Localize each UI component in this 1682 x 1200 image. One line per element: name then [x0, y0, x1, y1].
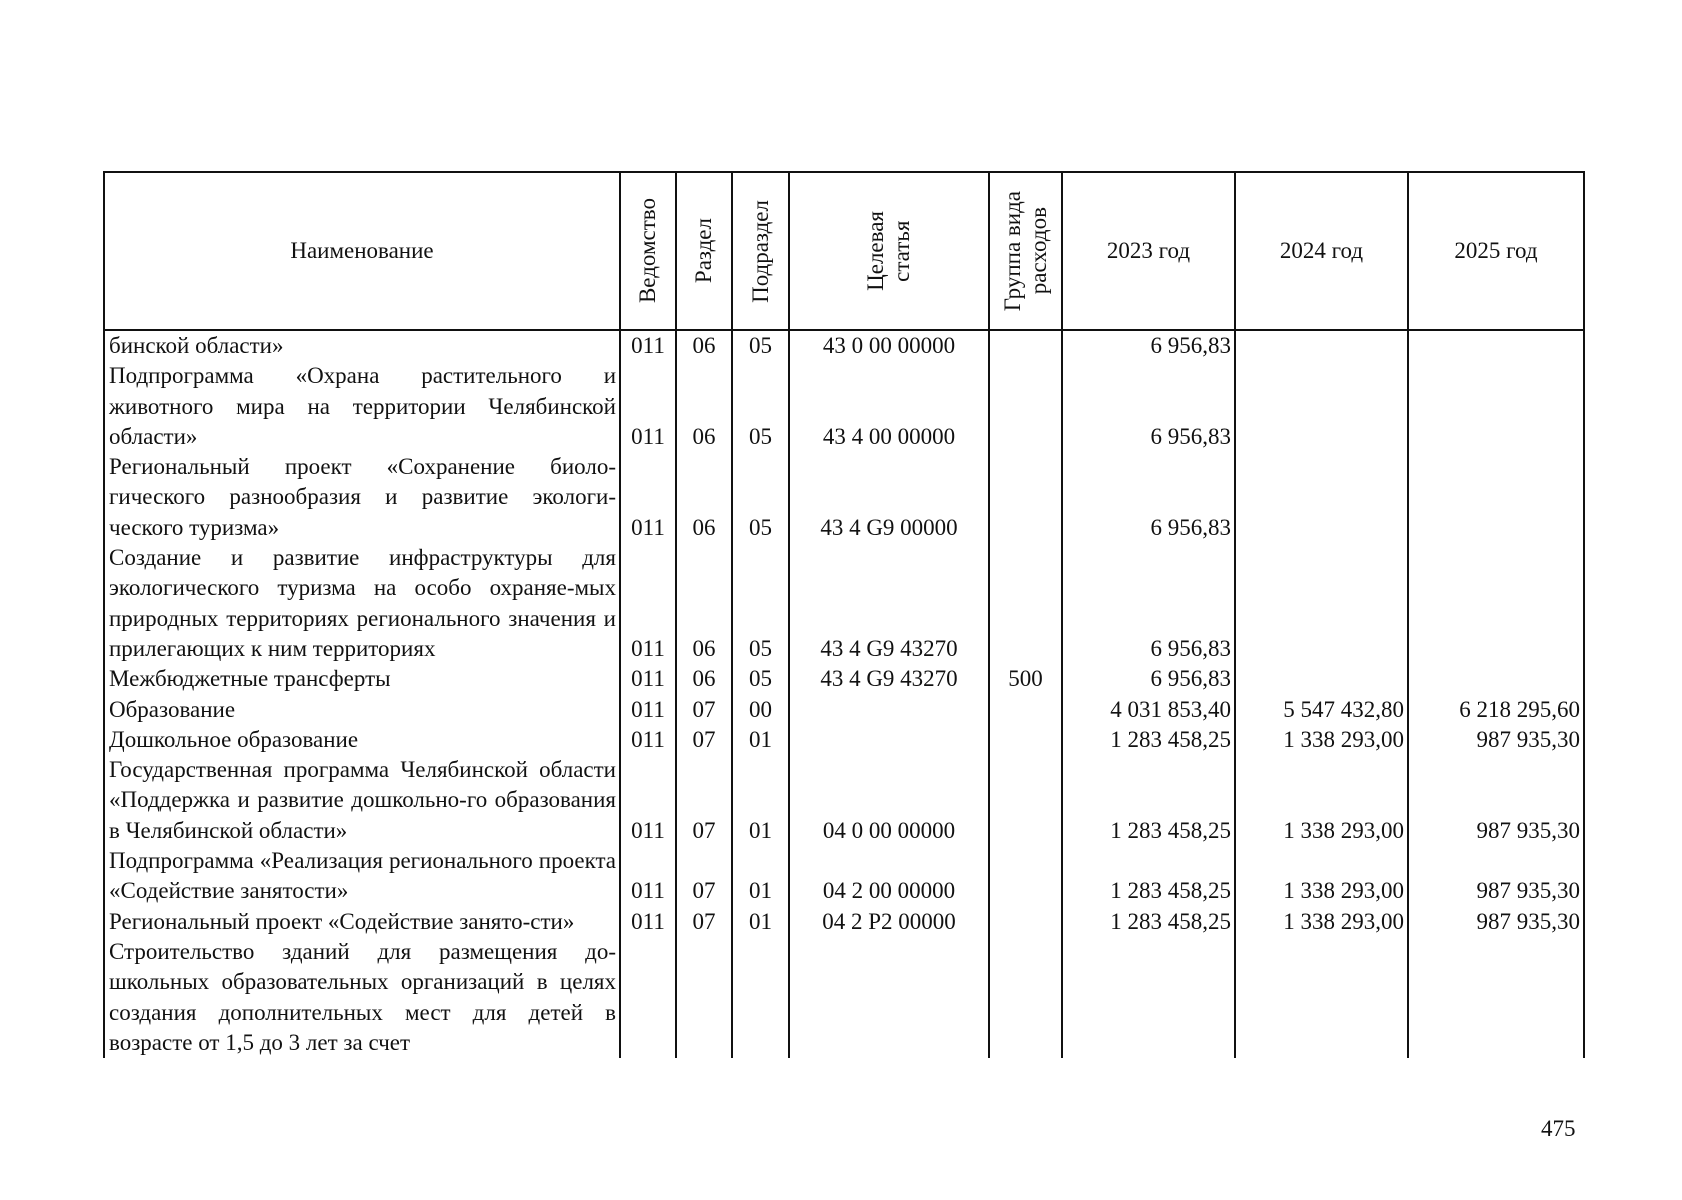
cell-section: 07: [676, 907, 732, 937]
cell-y2024: 5 547 432,80: [1235, 695, 1408, 725]
cell-exp: [989, 695, 1062, 725]
cell-y2025: 987 935,30: [1408, 755, 1584, 846]
cell-y2025: [1408, 330, 1584, 361]
table-row: [104, 330, 1584, 361]
header-2025: 2025 год: [1408, 172, 1584, 330]
cell-y2024: [1235, 937, 1408, 1058]
cell-subsection: 01: [732, 755, 789, 846]
header-exp-line2: расходов: [1025, 207, 1051, 295]
header-exp: [989, 172, 1062, 330]
header-target-label: [863, 211, 915, 291]
table-row: [104, 664, 1584, 694]
header-row: [104, 172, 1584, 330]
cell-dept: 011: [620, 452, 676, 543]
header-target: [789, 172, 989, 330]
cell-exp: [989, 846, 1062, 907]
cell-dept: 011: [620, 907, 676, 937]
cell-dept: 011: [620, 725, 676, 755]
header-section-label: Раздел: [691, 218, 716, 284]
cell-subsection: 01: [732, 907, 789, 937]
cell-y2023: 6 956,83: [1062, 664, 1235, 694]
cell-name: Создание и развитие инфраструктуры для экологического туризма на особо охраняе-мых природных территориях регионального значения и прилегающих к ним территориях: [104, 543, 620, 664]
cell-name: бинской области»: [104, 330, 620, 361]
cell-y2024: [1235, 664, 1408, 694]
cell-target: 43 0 00 00000: [789, 330, 989, 361]
cell-section: 07: [676, 846, 732, 907]
table-row: [104, 452, 1584, 543]
table-row: [104, 846, 1584, 907]
cell-dept: 011: [620, 361, 676, 452]
cell-subsection: 05: [732, 330, 789, 361]
cell-subsection: 01: [732, 725, 789, 755]
cell-y2023: 1 283 458,25: [1062, 907, 1235, 937]
cell-target: 43 4 G9 00000: [789, 452, 989, 543]
cell-section: 07: [676, 695, 732, 725]
header-subsection-label: Подраздел: [747, 199, 773, 303]
cell-y2025: 987 935,30: [1408, 907, 1584, 937]
cell-name: Строительство зданий для размещения до-школьных образовательных организаций в целях создания дополнительных мест для детей в возрасте от 1,5 до 3 лет за счет: [104, 937, 620, 1058]
table-row: [104, 907, 1584, 937]
page-number: 475: [1541, 1116, 1576, 1141]
cell-y2023: 6 956,83: [1062, 330, 1235, 361]
cell-y2024: [1235, 452, 1408, 543]
header-section: [676, 172, 732, 330]
cell-dept: 011: [620, 543, 676, 664]
table-header: [104, 172, 1584, 330]
cell-name: Региональный проект «Содействие занято-сти»: [104, 907, 620, 937]
header-2024: 2024 год: [1235, 172, 1408, 330]
header-target-line1: Целевая: [863, 211, 888, 291]
cell-exp: [989, 361, 1062, 452]
cell-dept: 011: [620, 695, 676, 725]
table-row: [104, 361, 1584, 452]
cell-y2023: 6 956,83: [1062, 361, 1235, 452]
cell-name: Региональный проект «Сохранение биоло-гического разнообразия и развитие экологи-ческого туризма»: [104, 452, 620, 543]
cell-y2023: [1062, 937, 1235, 1058]
cell-name: Подпрограмма «Реализация регионального проекта «Содействие занятости»: [104, 846, 620, 907]
cell-y2023: 6 956,83: [1062, 452, 1235, 543]
cell-y2025: [1408, 937, 1584, 1058]
cell-exp: [989, 543, 1062, 664]
cell-target: 04 2 00 00000: [789, 846, 989, 907]
cell-exp: [989, 452, 1062, 543]
cell-name: Образование: [104, 695, 620, 725]
cell-exp: [989, 725, 1062, 755]
cell-target: 43 4 G9 43270: [789, 664, 989, 694]
cell-y2025: [1408, 452, 1584, 543]
cell-section: 06: [676, 452, 732, 543]
cell-target: [789, 937, 989, 1058]
cell-section: 06: [676, 361, 732, 452]
cell-y2025: 987 935,30: [1408, 725, 1584, 755]
cell-y2023: 1 283 458,25: [1062, 846, 1235, 907]
cell-target: 43 4 G9 43270: [789, 543, 989, 664]
table-row: [104, 695, 1584, 725]
cell-y2024: [1235, 361, 1408, 452]
cell-subsection: [732, 937, 789, 1058]
cell-exp: 500: [989, 664, 1062, 694]
cell-name: Государственная программа Челябинской области «Поддержка и развитие дошкольно-го образования в Челябинской области»: [104, 755, 620, 846]
header-subsection: [732, 172, 789, 330]
cell-exp: [989, 937, 1062, 1058]
header-exp-label: [1000, 191, 1052, 311]
cell-y2024: 1 338 293,00: [1235, 907, 1408, 937]
cell-dept: 011: [620, 755, 676, 846]
header-2023: 2023 год: [1062, 172, 1235, 330]
cell-target: 43 4 00 00000: [789, 361, 989, 452]
header-exp-line1: Группа вида: [999, 190, 1025, 312]
cell-dept: 011: [620, 846, 676, 907]
cell-section: 06: [676, 664, 732, 694]
header-target-line2: статья: [889, 220, 914, 282]
cell-y2025: 6 218 295,60: [1408, 695, 1584, 725]
cell-exp: [989, 330, 1062, 361]
cell-y2024: 1 338 293,00: [1235, 846, 1408, 907]
cell-target: [789, 725, 989, 755]
cell-target: [789, 695, 989, 725]
cell-exp: [989, 755, 1062, 846]
cell-subsection: 05: [732, 664, 789, 694]
cell-y2023: 6 956,83: [1062, 543, 1235, 664]
cell-name: Межбюджетные трансферты: [104, 664, 620, 694]
header-dept-label: Ведомство: [635, 198, 660, 304]
table-row: [104, 725, 1584, 755]
cell-section: [676, 937, 732, 1058]
cell-exp: [989, 907, 1062, 937]
cell-dept: [620, 937, 676, 1058]
cell-y2024: 1 338 293,00: [1235, 725, 1408, 755]
header-name: Наименование: [104, 172, 620, 330]
cell-y2024: 1 338 293,00: [1235, 755, 1408, 846]
cell-target: 04 2 P2 00000: [789, 907, 989, 937]
cell-subsection: 05: [732, 452, 789, 543]
cell-section: 07: [676, 755, 732, 846]
cell-subsection: 01: [732, 846, 789, 907]
cell-y2023: 1 283 458,25: [1062, 725, 1235, 755]
cell-subsection: 05: [732, 543, 789, 664]
cell-section: 07: [676, 725, 732, 755]
budget-table: [103, 171, 1585, 1058]
cell-name: Подпрограмма «Охрана растительного и животного мира на территории Челябинской области»: [104, 361, 620, 452]
table-row: [104, 937, 1584, 1058]
cell-target: 04 0 00 00000: [789, 755, 989, 846]
cell-y2023: 1 283 458,25: [1062, 755, 1235, 846]
table-row: [104, 543, 1584, 664]
cell-y2025: [1408, 361, 1584, 452]
cell-y2023: 4 031 853,40: [1062, 695, 1235, 725]
cell-y2025: [1408, 543, 1584, 664]
cell-y2025: [1408, 664, 1584, 694]
cell-dept: 011: [620, 664, 676, 694]
table-row: [104, 755, 1584, 846]
cell-y2025: 987 935,30: [1408, 846, 1584, 907]
cell-y2024: [1235, 543, 1408, 664]
header-dept: [620, 172, 676, 330]
table-body: [104, 330, 1584, 1058]
cell-section: 06: [676, 543, 732, 664]
cell-subsection: 00: [732, 695, 789, 725]
cell-dept: 011: [620, 330, 676, 361]
cell-subsection: 05: [732, 361, 789, 452]
cell-section: 06: [676, 330, 732, 361]
cell-name: Дошкольное образование: [104, 725, 620, 755]
cell-y2024: [1235, 330, 1408, 361]
